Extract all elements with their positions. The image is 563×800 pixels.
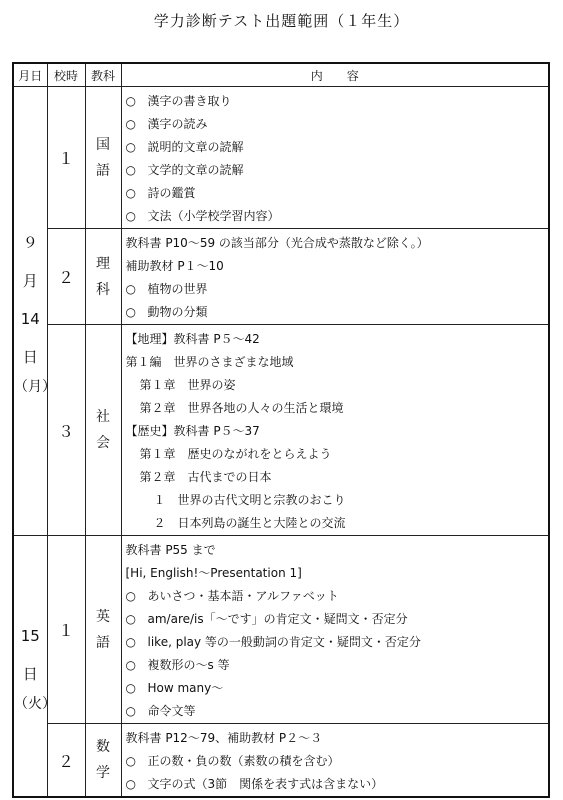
- table-row: [13, 87, 549, 229]
- content-line: [126, 539, 549, 562]
- content-line: [126, 773, 549, 796]
- circle-bullet-icon: ○: [125, 777, 136, 791]
- period-cell: ３: [47, 325, 85, 536]
- header-subject: 教科: [85, 63, 121, 87]
- content-line: [126, 585, 549, 608]
- content-text: 教科書 P12～79、補助教材 P２～３: [125, 731, 323, 745]
- date-part: 日: [22, 348, 38, 366]
- content-text: am/are/is「～です」の肯定文・疑問文・否定分: [147, 612, 408, 626]
- content-line: [126, 750, 549, 773]
- circle-bullet-icon: ○: [125, 658, 136, 672]
- content-line: [126, 90, 549, 113]
- date-cell: [13, 536, 56, 798]
- content-text: 第２章 世界各地の人々の生活と環境: [139, 401, 344, 415]
- content-cell: [121, 536, 549, 724]
- content-line: [126, 489, 549, 512]
- date-part: （月）: [14, 379, 56, 395]
- circle-bullet-icon: ○: [125, 282, 136, 296]
- subject-char: 語: [96, 634, 110, 651]
- circle-bullet-icon: ○: [125, 754, 136, 768]
- subject-char: 国: [96, 136, 110, 153]
- circle-bullet-icon: ○: [125, 305, 136, 319]
- date-part: 月: [22, 272, 38, 290]
- content-text: 教科書 P55 まで: [125, 543, 216, 557]
- content-text: 文法（小学校学習内容）: [147, 209, 280, 223]
- content-text: 漢字の読み: [147, 117, 208, 131]
- header-period: 校時: [47, 63, 85, 87]
- content-text: 補助教材 P１～10: [125, 259, 224, 273]
- content-text: 【地理】教科書 P５～42: [125, 332, 260, 346]
- circle-bullet-icon: ○: [125, 704, 136, 718]
- period-cell: １: [47, 87, 85, 229]
- content-text: How many～: [147, 681, 224, 695]
- table-row: [13, 325, 549, 536]
- content-line: [126, 420, 549, 443]
- subject-cell: [85, 87, 121, 229]
- content-text: 教科書 P10～59 の該当部分（光合成や蒸散など除く。）: [125, 236, 429, 250]
- content-line: [126, 182, 549, 205]
- content-text: 植物の世界: [147, 282, 208, 296]
- circle-bullet-icon: ○: [125, 140, 136, 154]
- content-line: [126, 727, 549, 750]
- content-line: [126, 677, 549, 700]
- circle-bullet-icon: ○: [125, 209, 136, 223]
- content-line: [126, 205, 549, 228]
- period-cell: １: [47, 536, 85, 724]
- content-text: 第１章 歴史のながれをとらえよう: [139, 447, 332, 461]
- content-text: 詩の鑑賞: [147, 186, 196, 200]
- page-title: 学力診断テスト出題範囲（１年生）: [153, 12, 410, 30]
- content-text: [Hi, English!～Presentation 1]: [125, 566, 302, 580]
- content-text: 複数形の～s 等: [147, 658, 230, 672]
- subject-char: 社: [96, 409, 110, 425]
- content-line: [126, 700, 549, 723]
- header-content: 内 容: [121, 63, 549, 87]
- content-line: [126, 374, 549, 397]
- content-cell: [121, 325, 549, 536]
- content-line: [126, 654, 549, 677]
- subject-char: 英: [96, 608, 110, 625]
- circle-bullet-icon: ○: [125, 94, 136, 108]
- content-text: 正の数・負の数（素数の積を含む）: [147, 754, 340, 768]
- table-row: [13, 724, 549, 798]
- circle-bullet-icon: ○: [125, 612, 136, 626]
- exam-range-table: [12, 62, 550, 798]
- circle-bullet-icon: ○: [125, 635, 136, 649]
- content-line: [126, 631, 549, 654]
- content-text: 命令文等: [147, 704, 196, 718]
- subject-cell: [85, 536, 121, 724]
- subject-cell: [85, 325, 121, 536]
- table-header-row: [13, 63, 549, 87]
- content-text: 説明的文章の読解: [147, 140, 244, 154]
- date-part: ９: [22, 234, 38, 252]
- circle-bullet-icon: ○: [125, 163, 136, 177]
- table-row: [13, 536, 549, 724]
- date-part: 14: [20, 310, 40, 328]
- header-date: 月日: [13, 63, 47, 87]
- table-row: [13, 229, 549, 325]
- content-line: [126, 443, 549, 466]
- subject-char: 語: [96, 162, 110, 179]
- content-text: 文字の式（3節 関係を表す式は含まない）: [147, 777, 384, 791]
- content-line: [126, 328, 549, 351]
- date-part: 日: [22, 665, 38, 683]
- content-line: [126, 562, 549, 585]
- date-part: 15: [20, 627, 40, 645]
- content-cell: [121, 87, 549, 229]
- subject-char: 科: [96, 281, 110, 298]
- content-line: [126, 255, 549, 278]
- date-cell: [13, 87, 56, 536]
- date-part: （火）: [14, 696, 56, 712]
- circle-bullet-icon: ○: [125, 117, 136, 131]
- content-line: [126, 351, 549, 374]
- content-line: [126, 136, 549, 159]
- content-line: [126, 113, 549, 136]
- circle-bullet-icon: ○: [125, 589, 136, 603]
- circle-bullet-icon: ○: [125, 186, 136, 200]
- content-text: 漢字の書き取り: [147, 94, 232, 108]
- subject-char: 学: [96, 765, 110, 781]
- content-text: １ 世界の古代文明と宗教のおこり: [153, 493, 346, 507]
- content-cell: [121, 724, 549, 798]
- subject-char: 会: [96, 435, 110, 451]
- content-text: like, play 等の一般動詞の肯定文・疑問文・否定分: [147, 635, 421, 649]
- circle-bullet-icon: ○: [125, 681, 136, 695]
- content-cell: [121, 229, 549, 325]
- period-cell: ２: [47, 229, 85, 325]
- subject-char: 理: [96, 255, 110, 272]
- content-line: [126, 466, 549, 489]
- subject-cell: [85, 724, 121, 798]
- content-text: 第１章 世界の姿: [139, 378, 236, 392]
- content-text: 第１編 世界のさまざまな地域: [125, 355, 294, 369]
- content-line: [126, 512, 549, 535]
- content-text: 動物の分類: [147, 305, 208, 319]
- content-line: [126, 301, 549, 324]
- subject-char: 数: [96, 739, 110, 755]
- content-line: [126, 159, 549, 182]
- subject-cell: [85, 229, 121, 325]
- content-text: あいさつ・基本語・アルファベット: [147, 589, 339, 603]
- period-cell: ２: [47, 724, 85, 798]
- content-line: [126, 232, 549, 255]
- content-line: [126, 397, 549, 420]
- content-line: [126, 278, 549, 301]
- content-text: 【歴史】教科書 P５～37: [125, 424, 260, 438]
- content-text: 第２章 古代までの日本: [139, 470, 272, 484]
- content-line: [126, 608, 549, 631]
- content-text: 文学的文章の読解: [147, 163, 244, 177]
- content-text: ２ 日本列島の誕生と大陸との交流: [153, 516, 346, 530]
